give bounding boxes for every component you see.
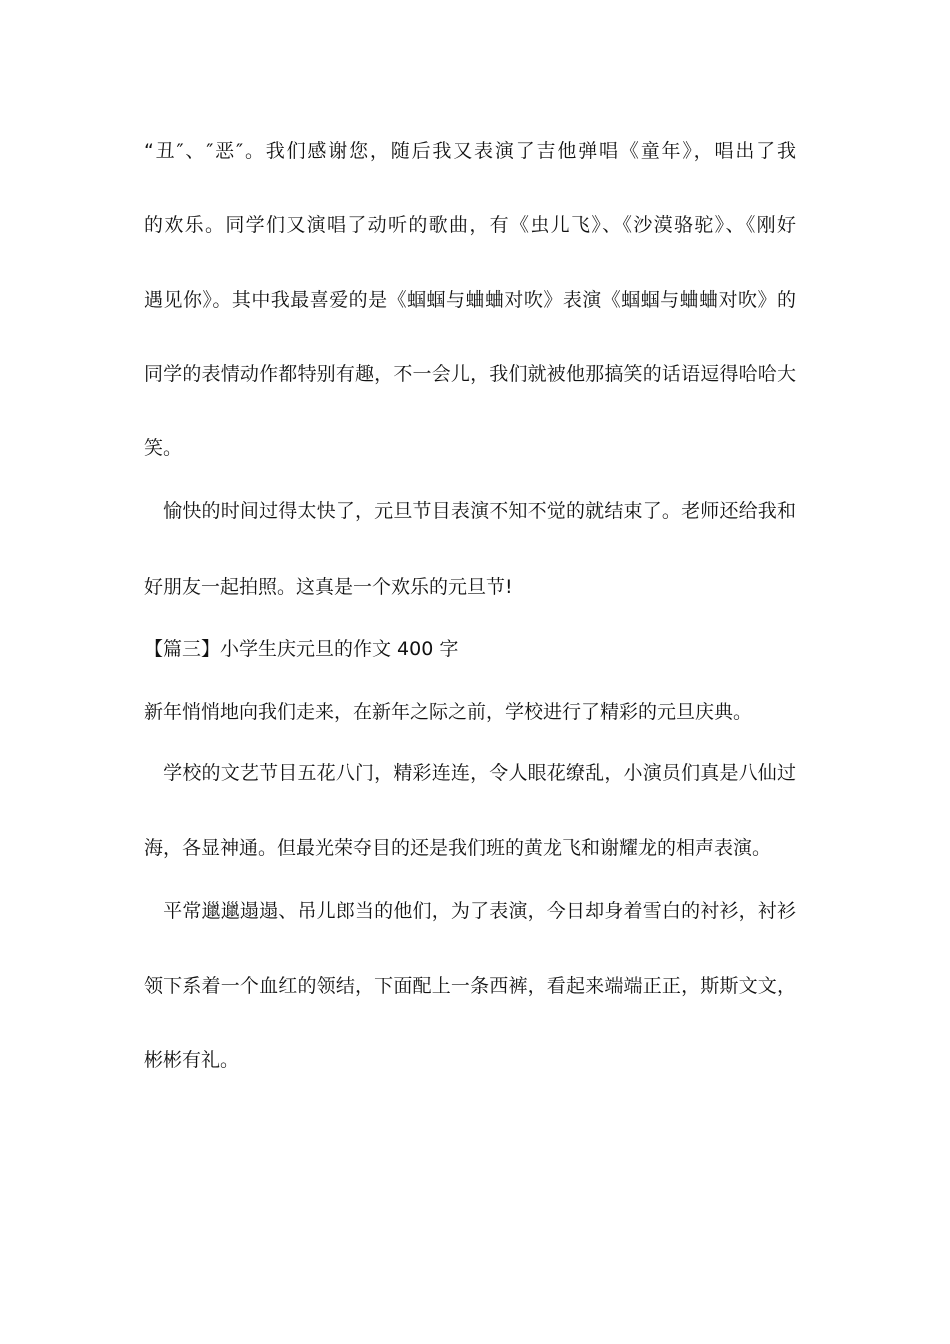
text-line: 学校的文艺节目五花八门，精彩连连，令人眼花缭乱，小演员们真是八仙过	[144, 762, 796, 784]
text-line: 新年悄悄地向我们走来，在新年之际之前，学校进行了精彩的元旦庆典。	[144, 701, 753, 723]
text-line: 平常邋邋遢遢、吊儿郎当的他们，为了表演，今日却身着雪白的衬衫，衬衫	[144, 900, 796, 922]
text-line: “丑″、″恶″。我们感谢您，随后我又表演了吉他弹唱《童年》，唱出了我	[144, 140, 796, 162]
text-line: 领下系着一个血红的领结，下面配上一条西裤，看起来端端正正，斯斯文文，	[144, 975, 796, 997]
text-line: 笑。	[144, 437, 183, 459]
text-line: 的欢乐。同学们又演唱了动听的歌曲，有《虫儿飞》、《沙漠骆驼》、《刚好	[144, 214, 796, 236]
text-line: 好朋友一起拍照。这真是一个欢乐的元旦节!	[144, 576, 513, 598]
section-heading: 【篇三】小学生庆元旦的作文 400 字	[144, 638, 459, 660]
text-line: 愉快的时间过得太快了，元旦节目表演不知不觉的就结束了。老师还给我和	[144, 500, 796, 522]
text-line: 遇见你》。其中我最喜爱的是《蝈蝈与蛐蛐对吹》表演《蝈蝈与蛐蛐对吹》的	[144, 289, 796, 311]
text-line: 同学的表情动作都特别有趣，不一会儿，我们就被他那搞笑的话语逗得哈哈大	[144, 363, 796, 385]
text-line: 彬彬有礼。	[144, 1049, 240, 1071]
text-line: 海，各显神通。但最光荣夺目的还是我们班的黄龙飞和谢耀龙的相声表演。	[144, 837, 772, 859]
